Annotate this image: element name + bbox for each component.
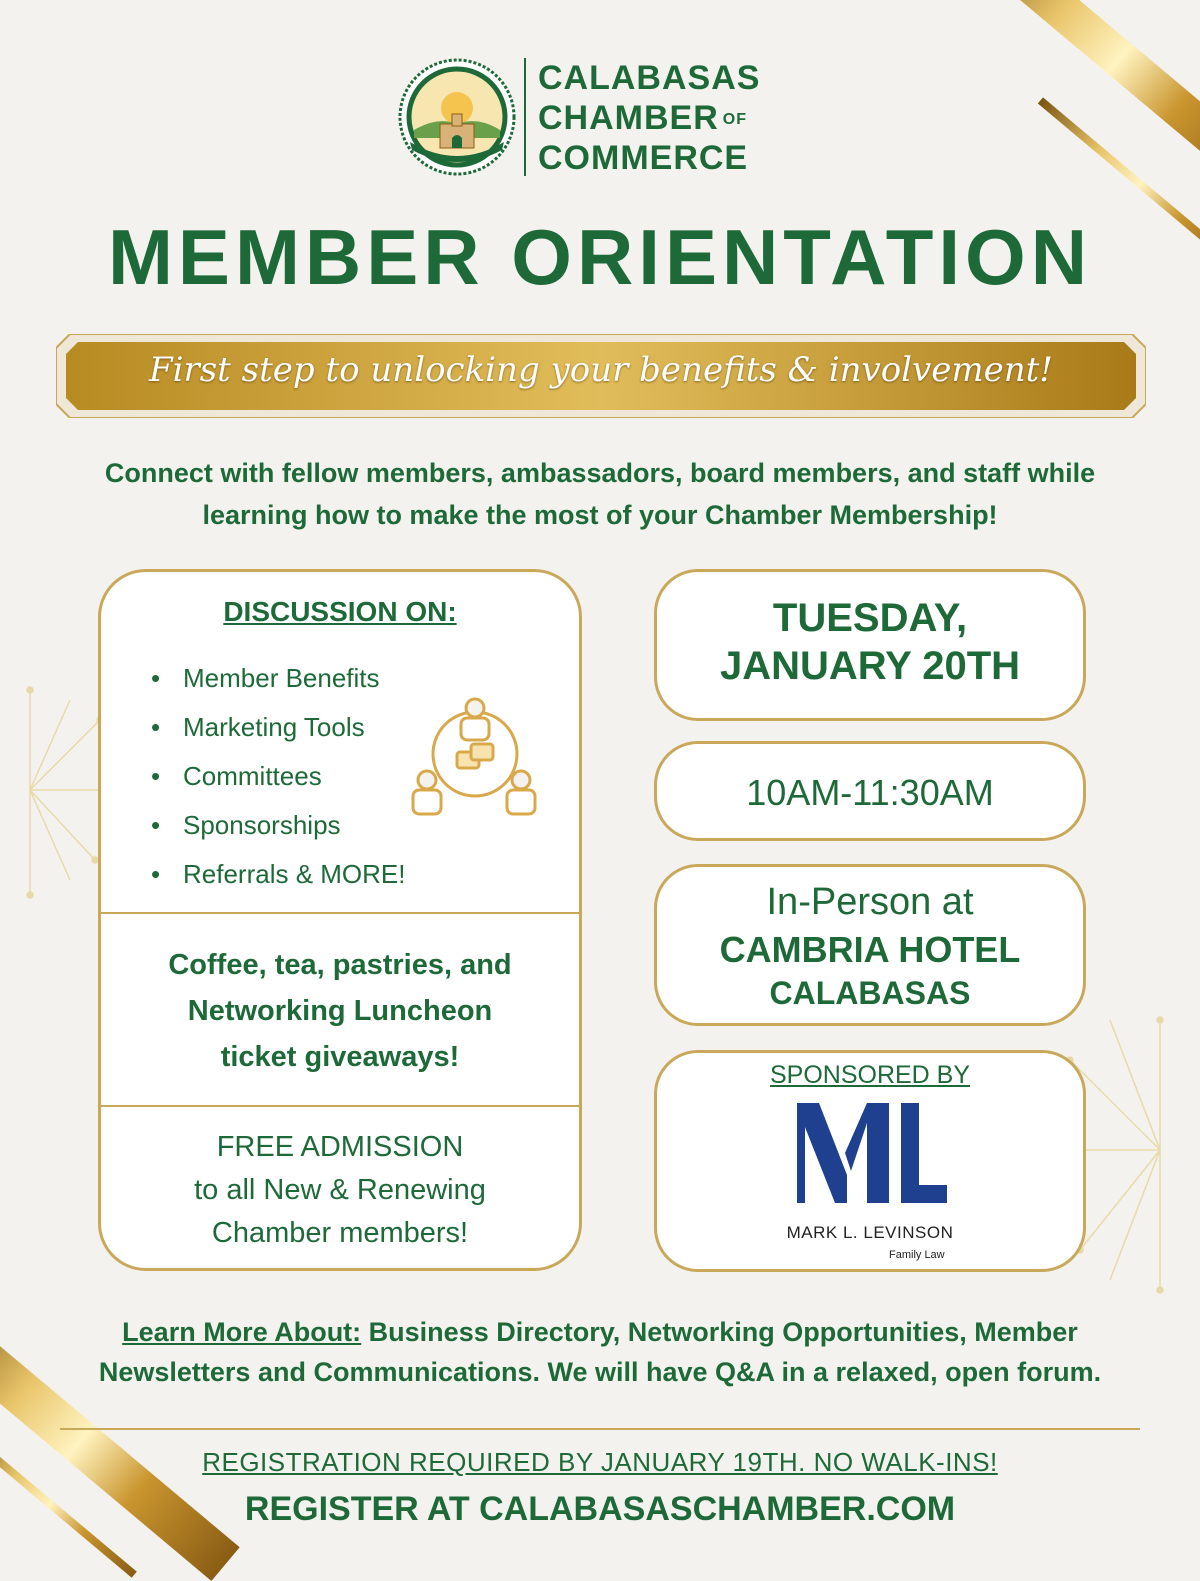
location-line2: CAMBRIA HOTEL [719,929,1021,970]
org-name-of: OF [722,111,747,129]
admission-line3: Chamber members! [211,1217,469,1249]
firework-decoration-icon [0,660,110,920]
admission-line2: to all New & Renewing [194,1174,486,1206]
logo-divider [524,58,526,176]
ml-logo-icon [797,1103,947,1203]
learn-more-body: Business Directory, Networking Opportunities, Member Newsletters and Communications. We will have Q&A in a relaxed, open forum. [98,1317,1102,1387]
perks-text: Coffee, tea, pastries, and Networking Luncheon ticket giveaways! [168,949,512,1073]
page-title: MEMBER ORIENTATION [107,213,1093,301]
admission-text [101,1126,579,1255]
sponsor-name: MARK L. LEVINSON [786,1223,954,1242]
location-line3: CALABASAS [769,975,971,1011]
card-divider [101,1105,579,1107]
registration-requirement: REGISTRATION REQUIRED BY JANUARY 19TH. NO WALK-INS! [202,1447,998,1477]
footer-divider [60,1428,1140,1430]
gold-ribbon-top-right [962,0,1200,196]
register-link[interactable]: REGISTER AT CALABASASCHAMBER.COM [244,1490,956,1528]
discussion-heading: DISCUSSION ON: [223,596,457,627]
sponsor-subtitle: Family Law [889,1249,945,1261]
event-date-line2: JANUARY 20TH [719,644,1021,688]
learn-more-lead: Learn More About: [122,1317,362,1347]
org-name-line3: COMMERCE [538,139,749,177]
event-location-card [654,864,1086,1026]
people-network-icon [409,696,541,826]
event-date [657,594,1083,690]
list-item: • Marketing Tools [151,703,406,752]
event-date-card [654,569,1086,721]
org-name-line2 [538,98,747,140]
list-item: • Committees [151,752,406,801]
event-time-card [654,741,1086,841]
list-item: • Sponsorships [151,801,406,850]
learn-more-text [60,1312,1140,1392]
list-item: • Member Benefits [151,654,406,703]
event-date-line1: TUESDAY, [772,596,968,640]
seal-logo-icon [398,58,516,176]
event-time: 10AM-11:30AM [746,772,994,813]
sponsor-card [654,1050,1086,1272]
admission-line1: FREE ADMISSION [216,1131,464,1163]
details-card [98,569,582,1271]
intro-text: Connect with fellow members, ambassadors, board members, and staff while learning how to make the most of your Chamber Membership! [104,458,1096,530]
banner-tagline: First step to unlocking your benefits & involvement! [149,350,1053,390]
org-name-chamber: CHAMBER [538,99,719,137]
org-name-line1: CALABASAS [538,59,761,97]
sponsor-heading: SPONSORED BY [769,1061,971,1089]
list-item: • Referrals & MORE! [151,850,406,899]
discussion-list [151,654,406,899]
location-line1: In-Person at [766,881,974,923]
card-divider [101,912,579,914]
